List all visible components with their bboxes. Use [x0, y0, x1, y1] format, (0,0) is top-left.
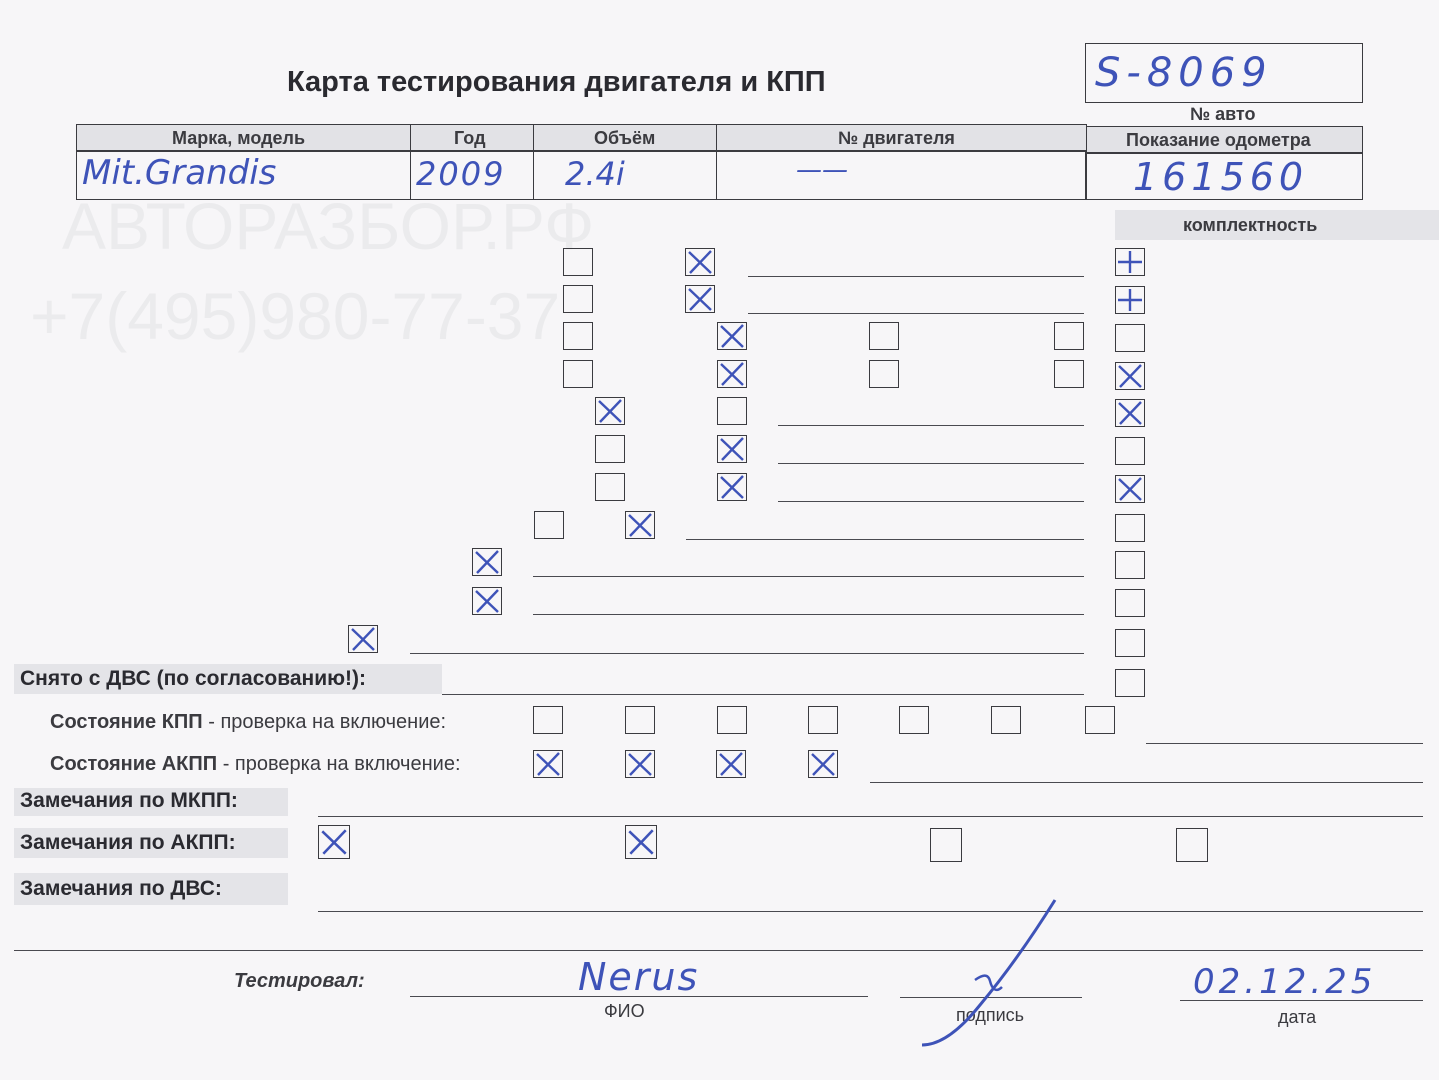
check-mark-icon [808, 750, 838, 778]
completeness-title: комплектность [1183, 215, 1318, 235]
gear-checkbox[interactable] [533, 750, 563, 778]
check-mark-icon [1115, 286, 1145, 314]
option-checkbox[interactable] [717, 322, 747, 350]
watermark-line-1: АВТОРАЗБОР.РФ [62, 189, 595, 263]
manual-gearbox-line[interactable] [1146, 743, 1423, 744]
make-value[interactable]: Mit.Grandis [82, 153, 277, 193]
completeness-checkbox[interactable] [1115, 475, 1145, 503]
date-label: дата [1278, 1007, 1317, 1027]
auto-gearbox-line[interactable] [870, 782, 1423, 783]
dvs-remarks-label: Замечания по ДВС: [20, 877, 222, 900]
option-checkbox[interactable] [625, 511, 655, 539]
option-checkbox[interactable] [563, 285, 593, 313]
answer-line[interactable] [778, 501, 1084, 502]
completeness-checkbox[interactable] [1115, 669, 1145, 697]
check-mark-icon [533, 750, 563, 778]
option-checkbox[interactable] [563, 248, 593, 276]
option-checkbox[interactable] [717, 473, 747, 501]
auto-number-label: № авто [1190, 104, 1256, 124]
divider [716, 124, 717, 200]
completeness-checkbox[interactable] [1115, 514, 1145, 542]
check-mark-icon [1115, 362, 1145, 390]
akpp-remarks-label: Замечания по АКПП: [20, 831, 236, 854]
signature-scribble [910, 895, 1070, 1050]
option-checkbox[interactable] [595, 473, 625, 501]
akpp-option-checkbox[interactable] [625, 825, 657, 859]
check-mark-icon [318, 825, 350, 859]
option-checkbox[interactable] [869, 322, 899, 350]
page-title: Карта тестирования двигателя и КПП [287, 66, 826, 98]
check-mark-icon [717, 435, 747, 463]
option-checkbox[interactable] [595, 397, 625, 425]
odometer-label: Показание одометра [1126, 130, 1311, 150]
check-mark-icon [685, 248, 715, 276]
completeness-checkbox[interactable] [1115, 324, 1145, 352]
gear-checkbox[interactable] [1085, 706, 1115, 734]
check-mark-icon [625, 511, 655, 539]
volume-value[interactable]: 2.4i [565, 155, 625, 193]
mkpp-remarks-line[interactable] [318, 816, 1423, 817]
check-mark-icon [1115, 399, 1145, 427]
completeness-checkbox[interactable] [1115, 399, 1145, 427]
check-mark-icon [348, 625, 378, 653]
option-checkbox[interactable] [563, 322, 593, 350]
date-line[interactable] [1180, 1000, 1423, 1001]
gear-checkbox[interactable] [716, 750, 746, 778]
auto-number-value[interactable]: S-8069 [1095, 50, 1273, 96]
akpp-option-checkbox[interactable] [930, 828, 962, 862]
check-mark-icon [717, 360, 747, 388]
gear-checkbox[interactable] [625, 706, 655, 734]
check-mark-icon [472, 587, 502, 615]
check-mark-icon [717, 322, 747, 350]
watermark-line-2: +7(495)980-77-37 [30, 279, 561, 353]
check-mark-icon [1115, 248, 1145, 276]
manual-gearbox-label [50, 711, 446, 734]
check-mark-icon [685, 285, 715, 313]
year-label: Год [454, 128, 486, 148]
manual-gearbox-label-bold: Состояние КПП [50, 711, 203, 733]
check-mark-icon [625, 825, 657, 859]
mkpp-remarks-label: Замечания по МКПП: [20, 789, 238, 812]
manual-gearbox-label-rest: - проверка на включение: [202, 711, 447, 733]
option-checkbox[interactable] [717, 435, 747, 463]
year-value[interactable]: 2009 [416, 155, 506, 193]
check-mark-icon [472, 548, 502, 576]
option-checkbox[interactable] [869, 360, 899, 388]
fio-line[interactable] [410, 996, 868, 997]
engine-number-label: № двигателя [838, 128, 955, 148]
divider [533, 124, 534, 200]
option-checkbox[interactable] [1054, 322, 1084, 350]
check-mark-icon [717, 473, 747, 501]
fio-value[interactable]: Nerus [578, 955, 700, 999]
option-checkbox[interactable] [717, 397, 747, 425]
option-checkbox[interactable] [472, 587, 502, 615]
option-checkbox[interactable] [685, 285, 715, 313]
removed-label: Снято с ДВС (по согласованию!): [20, 667, 367, 690]
gear-checkbox[interactable] [533, 706, 563, 734]
answer-line[interactable] [778, 425, 1084, 426]
answer-line[interactable] [410, 653, 1084, 654]
odometer-value[interactable]: 161560 [1133, 155, 1309, 199]
gear-checkbox[interactable] [808, 706, 838, 734]
option-checkbox[interactable] [534, 511, 564, 539]
gear-checkbox[interactable] [899, 706, 929, 734]
completeness-checkbox[interactable] [1115, 551, 1145, 579]
option-checkbox[interactable] [595, 435, 625, 463]
dvs-remarks-line-2[interactable] [14, 950, 1423, 951]
option-checkbox[interactable] [348, 625, 378, 653]
akpp-option-checkbox[interactable] [1176, 828, 1208, 862]
divider [410, 124, 411, 200]
check-mark-icon [625, 750, 655, 778]
auto-gearbox-label-rest: - проверка на включение: [217, 753, 461, 775]
volume-label: Объём [594, 128, 656, 148]
answer-line[interactable] [533, 614, 1084, 615]
gear-checkbox[interactable] [625, 750, 655, 778]
answer-line[interactable] [686, 539, 1084, 540]
completeness-checkbox[interactable] [1115, 629, 1145, 657]
removed-line[interactable] [442, 694, 1084, 695]
gear-checkbox[interactable] [808, 750, 838, 778]
tested-by-label: Тестировал: [234, 970, 365, 992]
auto-gearbox-label [50, 753, 461, 776]
check-mark-icon [1115, 475, 1145, 503]
option-checkbox[interactable] [1054, 360, 1084, 388]
completeness-checkbox[interactable] [1115, 437, 1145, 465]
check-mark-icon [595, 397, 625, 425]
answer-line[interactable] [778, 463, 1084, 464]
auto-gearbox-label-bold: Состояние АКПП [50, 753, 218, 775]
fio-label: ФИО [604, 1001, 645, 1021]
date-value[interactable]: 02.12.25 [1193, 962, 1377, 1002]
check-mark-icon [716, 750, 746, 778]
completeness-checkbox[interactable] [1115, 589, 1145, 617]
option-checkbox[interactable] [717, 360, 747, 388]
completeness-checkbox[interactable] [1115, 362, 1145, 390]
make-label: Марка, модель [172, 128, 306, 148]
gear-checkbox[interactable] [717, 706, 747, 734]
completeness-checkbox[interactable] [1115, 286, 1145, 314]
option-checkbox[interactable] [472, 548, 502, 576]
gear-checkbox[interactable] [991, 706, 1021, 734]
signature-label: подпись [956, 1005, 1025, 1025]
akpp-option-checkbox[interactable] [318, 825, 350, 859]
option-checkbox[interactable] [563, 360, 593, 388]
completeness-checkbox[interactable] [1115, 248, 1145, 276]
answer-line[interactable] [533, 576, 1084, 577]
option-checkbox[interactable] [685, 248, 715, 276]
answer-line[interactable] [748, 276, 1084, 277]
answer-line[interactable] [748, 313, 1084, 314]
dvs-remarks-line-1[interactable] [318, 911, 1423, 912]
engine-number-value[interactable]: —— [796, 155, 848, 185]
